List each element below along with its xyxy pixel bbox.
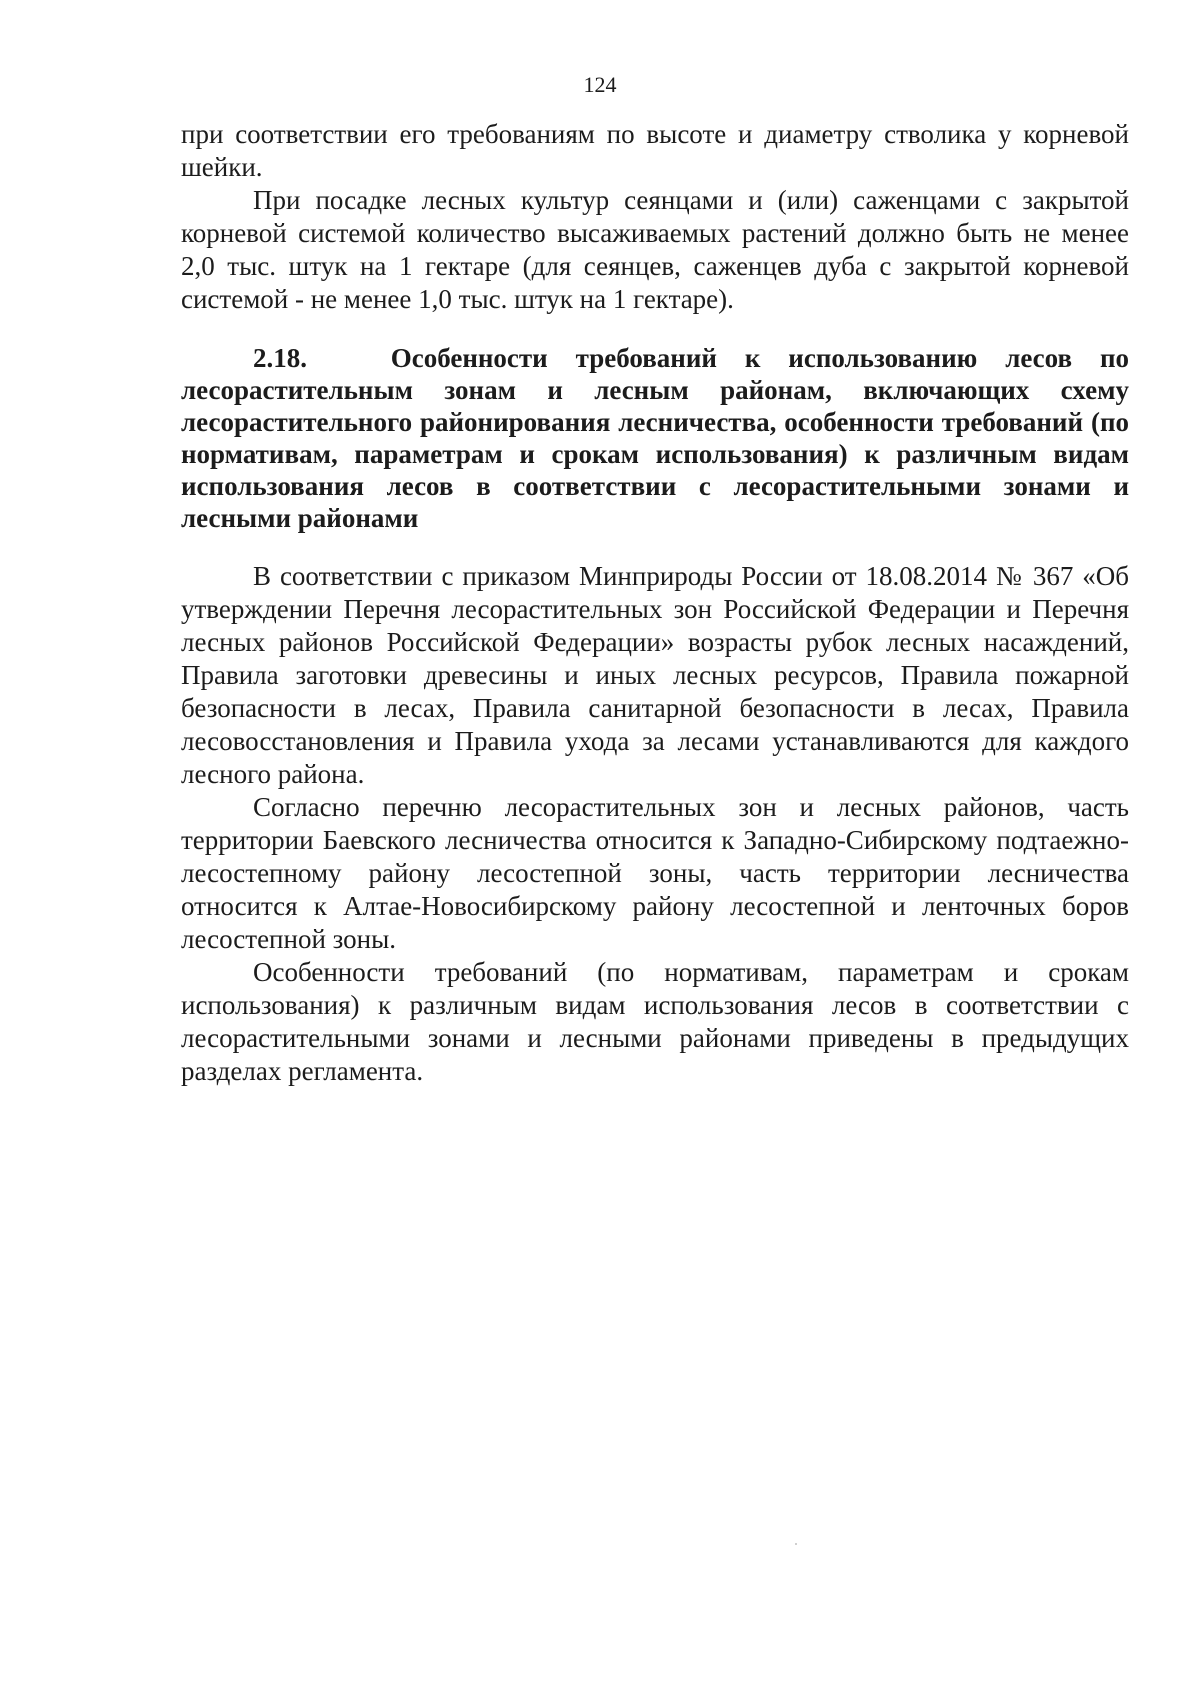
spacer [181, 316, 1129, 342]
paragraph-planting-norms: При посадке лесных культур сеянцами и (или) саженцами с закрытой корневой системой количество высаживаемых растений должно быть не менее 2,0 тыс. штук на 1 гектаре (для сеянцев, саженцев дуба с закрытой корневой системой - не менее 1,0 тыс. штук на 1 гектаре). [181, 185, 1129, 314]
paragraph-ministry-order: В соответствии с приказом Минприроды России от 18.08.2014 № 367 «Об утверждении Перечня лесорастительных зон Российской Федерации и Перечня лесных районов Российской Федерации» возрасты рубок лесных насаждений, Правила заготовки древесины и иных лесных ресурсов, Правила пожарной безопасности в лесах, Правила санитарной безопасности в лесах, Правила лесовосстановления и Правила ухода за лесами устанавливаются для каждого лесного района. [181, 561, 1129, 789]
section-number: 2.18. [253, 343, 307, 373]
paragraph-forest-zones: Согласно перечню лесорастительных зон и лесных районов, часть территории Баевского лесничества относится к Западно-Сибирскому подтаежно-лесостепному району лесостепной зоны, часть территории лесничества относится к Алтае-Новосибирскому району лесостепной и ленточных боров лесостепной зоны. [181, 792, 1129, 954]
spacer [181, 534, 1129, 560]
section-title: Особенности требований к использованию лесов по лесорастительным зонам и лесным районам, включающих схему лесорастительного районирования лесничества, особенности требований (по нормативам, параметрам и срокам использования) к различным видам использования лесов в соответствии с лесорастительными зонами и лесными районами [181, 343, 1130, 533]
section-heading [181, 342, 1129, 534]
document-body [181, 118, 1129, 1088]
paragraph-continuation: при соответствии его требованиям по высоте и диаметру стволика у корневой шейки. [181, 119, 1129, 182]
scan-artifact [795, 1543, 797, 1545]
page-number: 124 [583, 72, 617, 97]
paragraph-requirements: Особенности требований (по нормативам, параметрам и срокам использования) к различным видам использования лесов в соответствии с лесорастительными зонами и лесными районами приведены в предыдущих разделах регламента. [181, 957, 1129, 1086]
